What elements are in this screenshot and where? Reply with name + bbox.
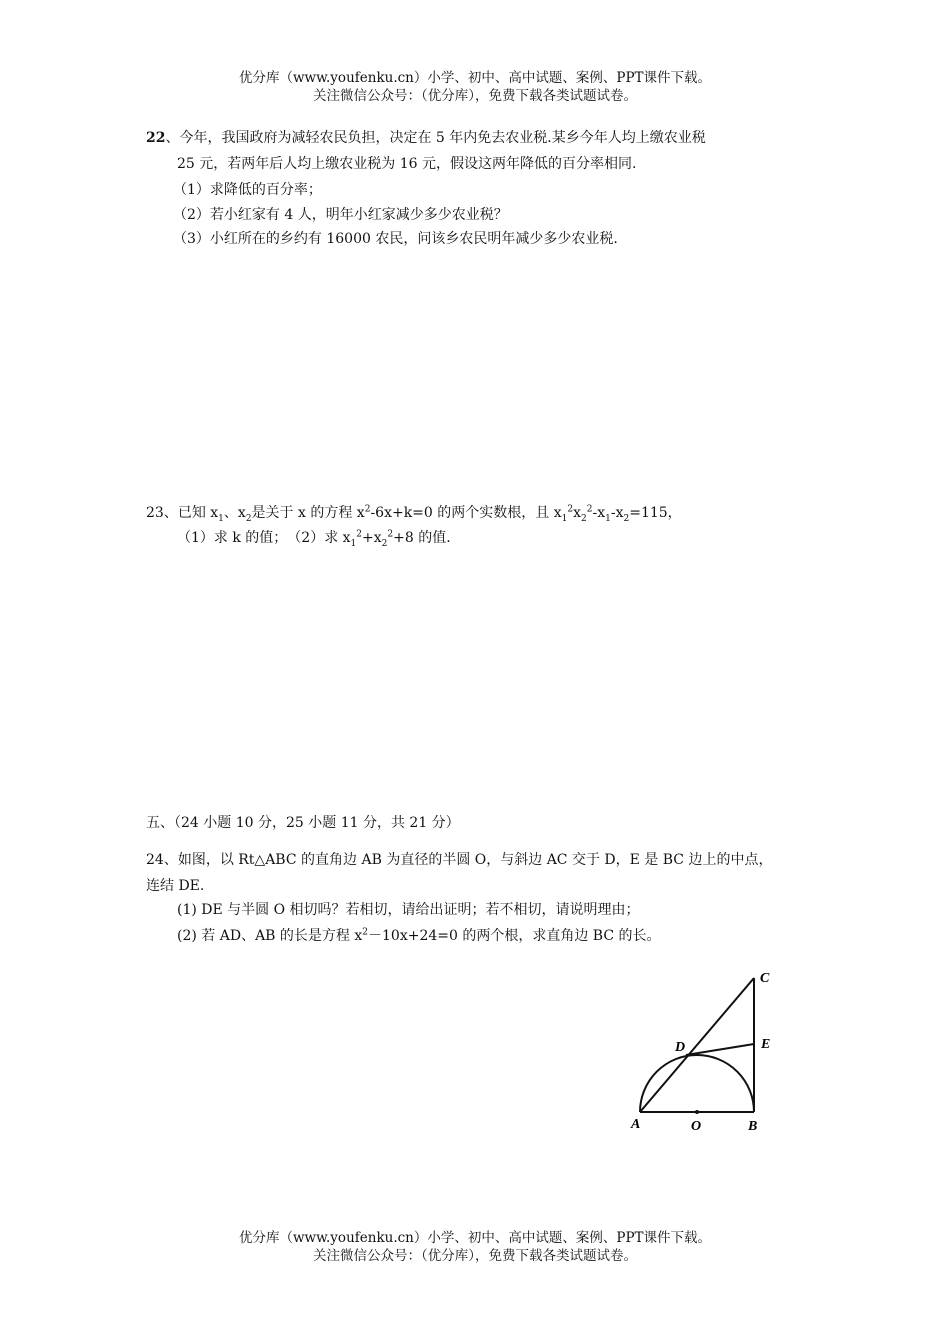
q23-line-1: 23、已知 $x_1$、$x_2$是关于 x 的方程 $x^2-6x+k=0$ 的两个实数根，且 $x_1^2x_2^2-x_1-x_2=115$， (146, 504, 682, 524)
q24-line-1: 24、如图，以 Rt△ABC 的直角边 AB 为直径的半圆 O，与斜边 AC 交于 D，E 是 BC 边上的中点， (146, 852, 773, 868)
semicircle-arc (640, 1055, 754, 1112)
segment-ac (640, 978, 754, 1112)
section-5-heading: 五、（24 小题 10 分，25 小题 11 分，共 21 分） (146, 815, 460, 831)
page-header (0, 69, 950, 105)
q23-line-2: （1）求 k 的值； （2）求 $x_1^2+x_2^2+8$ 的值. (177, 529, 451, 549)
header-line-2: 关注微信公众号：（优分库），免费下载各类试题试卷。 (313, 88, 637, 104)
q22-number: 22 (146, 130, 166, 146)
page-footer (0, 1229, 950, 1265)
label-o: O (691, 1119, 702, 1134)
footer-line-1: 优分库（www.youfenku.cn）小学、初中、高中试题、案例、PPT课件下载。 (238, 1230, 712, 1246)
label-a: A (631, 1117, 641, 1132)
q22-sub-2: （2）若小红家有 4 人，明年小红家减少多少农业税？ (173, 207, 508, 223)
label-c: C (760, 971, 770, 986)
q24-line-2: 连结 DE. (146, 878, 205, 894)
q22-sub-1: （1）求降低的百分率； (173, 182, 322, 198)
q24-sub-2: (2) 若 AD、AB 的长是方程 $x^2-10x+24=0$ 的两个根，求直角边 BC 的长。 (177, 927, 661, 944)
q24-sub-1: (1) DE 与半圆 O 相切吗？若相切，请给出证明；若不相切，请说明理由； (177, 902, 640, 918)
label-d: D (675, 1040, 686, 1055)
footer-line-2: 关注微信公众号：（优分库），免费下载各类试题试卷。 (313, 1248, 637, 1264)
q22-line-2: 25 元，若两年后人均上缴农业税为 16 元，假设这两年降低的百分率相同. (177, 156, 637, 172)
geometry-figure (620, 960, 800, 1140)
q22-sub-3: （3）小红所在的乡约有 16000 农民，问该乡农民明年减少多少农业税. (173, 231, 618, 247)
header-line-1: 优分库（www.youfenku.cn）小学、初中、高中试题、案例、PPT课件下载。 (238, 70, 712, 86)
q22-line-1 (146, 128, 706, 148)
label-e: E (761, 1037, 771, 1052)
label-b: B (748, 1119, 758, 1134)
center-point-o (695, 1110, 699, 1114)
q22-text-1: 、今年，我国政府为减轻农民负担，决定在 5 年内免去农业税.某乡今年人均上缴农业税 (165, 130, 706, 146)
